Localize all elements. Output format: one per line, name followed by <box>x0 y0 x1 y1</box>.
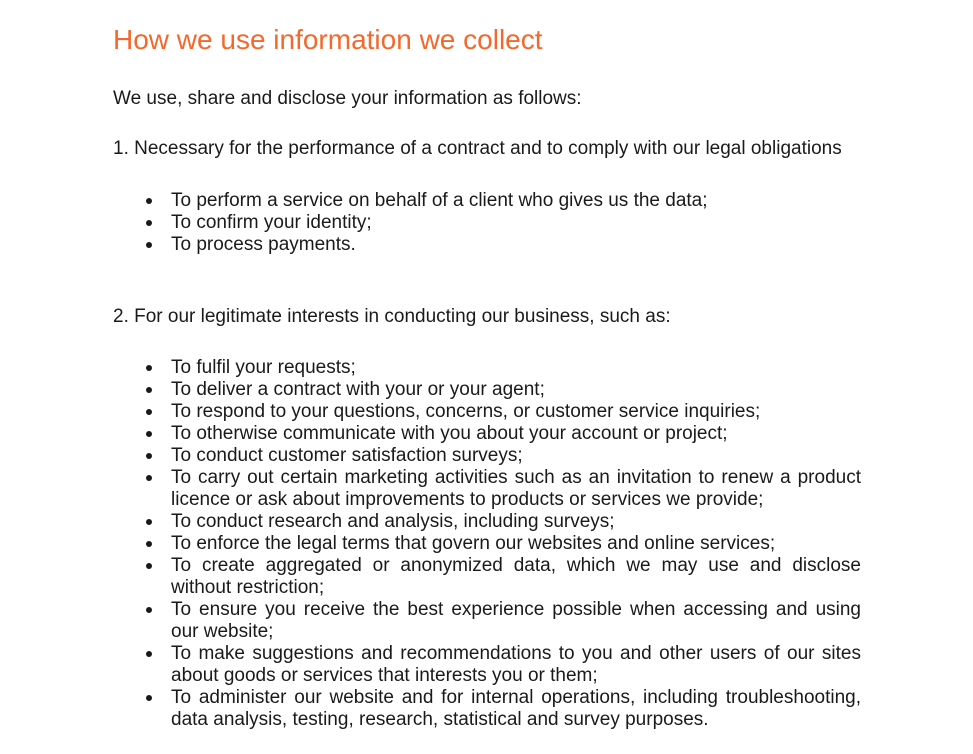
list-item-text: To carry out certain marketing activities such as an invitation to renew a product licence or ask about improvements to products or services we provide; <box>171 467 861 510</box>
list-item <box>113 643 861 687</box>
bullet-icon <box>146 431 152 437</box>
list-item-text: To ensure you receive the best experience possible when accessing and using our website; <box>171 599 861 642</box>
sections-container <box>113 138 861 731</box>
list-item <box>113 599 861 643</box>
bullet-list <box>113 357 861 731</box>
bullet-icon <box>146 198 152 204</box>
bullet-icon <box>146 409 152 415</box>
page-title: How we use information we collect <box>113 24 543 55</box>
bullet-icon <box>146 695 152 701</box>
intro-text: We use, share and disclose your information as follows: <box>113 88 582 109</box>
list-item-text: To deliver a contract with your or your agent; <box>171 379 545 400</box>
list-item <box>113 423 861 445</box>
list-item <box>113 533 861 555</box>
list-item <box>113 687 861 731</box>
list-item-text: To respond to your questions, concerns, or customer service inquiries; <box>171 401 761 422</box>
list-item-text: To administer our website and for internal operations, including troubleshooting, data analysis, testing, research, statistical and survey purposes. <box>171 687 861 730</box>
list-item <box>113 467 861 511</box>
bullet-icon <box>146 475 152 481</box>
list-item-text: To confirm your identity; <box>171 212 372 233</box>
list-item-text: To fulfil your requests; <box>171 357 356 378</box>
list-item <box>113 190 861 212</box>
bullet-icon <box>146 220 152 226</box>
list-item <box>113 401 861 423</box>
bullet-icon <box>146 519 152 525</box>
list-item-text: To process payments. <box>171 234 356 255</box>
list-item <box>113 445 861 467</box>
bullet-icon <box>146 242 152 248</box>
section <box>113 306 861 731</box>
list-item-text: To otherwise communicate with you about your account or project; <box>171 423 728 444</box>
bullet-icon <box>146 651 152 657</box>
section-heading: 2. For our legitimate interests in conducting our business, such as: <box>113 306 671 327</box>
list-item <box>113 212 861 234</box>
list-item <box>113 357 861 379</box>
list-item <box>113 379 861 401</box>
list-item-text: To create aggregated or anonymized data, which we may use and disclose without restriction; <box>171 555 861 598</box>
list-item-text: To conduct research and analysis, including surveys; <box>171 511 615 532</box>
list-item-text: To perform a service on behalf of a client who gives us the data; <box>171 190 708 211</box>
bullet-icon <box>146 365 152 371</box>
list-item-text: To conduct customer satisfaction surveys; <box>171 445 523 466</box>
list-item <box>113 234 861 256</box>
list-item-text: To make suggestions and recommendations to you and other users of our sites about goods or services that interests you or them; <box>171 643 861 686</box>
list-item <box>113 511 861 533</box>
section <box>113 138 861 256</box>
bullet-icon <box>146 607 152 613</box>
bullet-icon <box>146 541 152 547</box>
list-item-text: To enforce the legal terms that govern our websites and online services; <box>171 533 776 554</box>
bullet-icon <box>146 387 152 393</box>
bullet-icon <box>146 563 152 569</box>
list-item <box>113 555 861 599</box>
bullet-icon <box>146 453 152 459</box>
bullet-list <box>113 190 861 256</box>
section-heading: 1. Necessary for the performance of a contract and to comply with our legal obligations <box>113 138 842 159</box>
